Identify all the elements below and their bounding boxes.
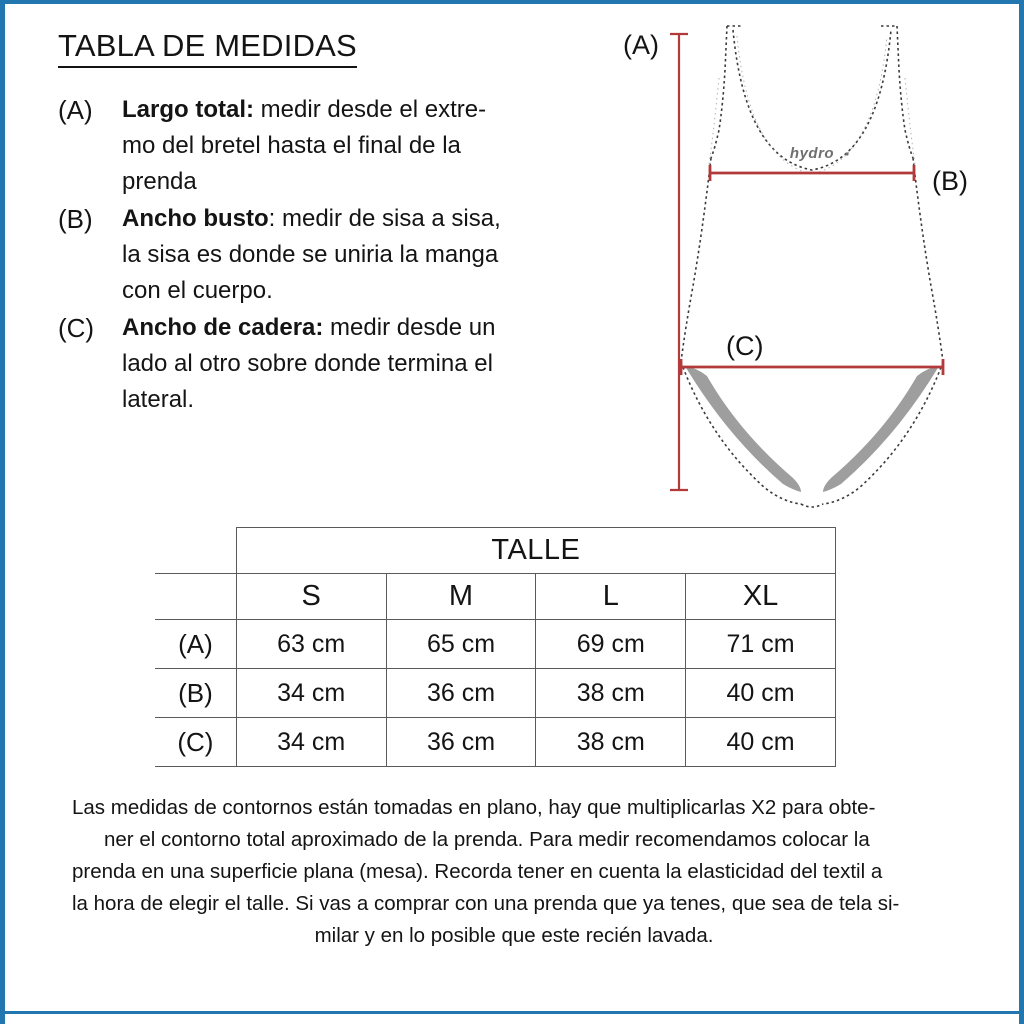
description-item-b bbox=[58, 201, 588, 309]
table-group-header-talle: TALLE bbox=[236, 528, 835, 574]
table-row-group-header bbox=[155, 528, 836, 574]
footer-note-line-5: milar y en lo posible que este recién lavada. bbox=[314, 924, 714, 947]
table-corner-cell bbox=[155, 528, 236, 574]
page-title: TABLA DE MEDIDAS bbox=[58, 30, 357, 68]
table-corner-cell-blank bbox=[155, 574, 236, 620]
description-line-c-2: lado al otro sobre donde termina el bbox=[122, 350, 493, 377]
description-rest-a: medir desde el extre- bbox=[254, 96, 487, 123]
footer-note-line-4: la hora de elegir el talle. Si vas a comprar con una prenda que ya tenes, que sea de tela si- bbox=[72, 892, 900, 915]
diagram-label-a: (A) bbox=[623, 30, 659, 60]
table-row-size-header bbox=[155, 574, 836, 620]
table-size-header-m: M bbox=[386, 574, 536, 620]
footer-note-line-2: ner el contorno total aproximado de la prenda. Para medir recomendamos colocar la bbox=[104, 828, 870, 851]
frame-border-top bbox=[0, 0, 1024, 4]
table-cell-c-l: 38 cm bbox=[536, 718, 686, 767]
table-row bbox=[155, 718, 836, 767]
description-text-c bbox=[122, 310, 588, 418]
description-rest-c: medir desde un bbox=[323, 314, 496, 341]
table-row-label-b: (B) bbox=[155, 669, 236, 718]
table-size-header-l: L bbox=[536, 574, 686, 620]
table-cell-b-m: 36 cm bbox=[386, 669, 536, 718]
table-cell-c-s: 34 cm bbox=[236, 718, 386, 767]
description-item-a bbox=[58, 92, 588, 200]
swimsuit-diagram bbox=[615, 18, 1015, 518]
footer-note-line-1: Las medidas de contornos están tomadas en plano, hay que multiplicarlas X2 para obte- bbox=[72, 796, 876, 819]
brand-logo-dot bbox=[845, 152, 848, 155]
table-cell-c-xl: 40 cm bbox=[686, 718, 836, 767]
table-row bbox=[155, 669, 836, 718]
swimsuit-illustration-svg bbox=[615, 18, 1015, 518]
brand-logo-text: hydro bbox=[789, 145, 835, 162]
table-row-label-c: (C) bbox=[155, 718, 236, 767]
measure-line-c bbox=[681, 359, 943, 375]
description-marker-c: (C) bbox=[58, 313, 95, 343]
table-cell-a-m: 65 cm bbox=[386, 620, 536, 669]
frame-border-left bbox=[0, 0, 5, 1024]
description-line-b-2: la sisa es donde se uniria la manga bbox=[122, 241, 499, 268]
table-cell-b-l: 38 cm bbox=[536, 669, 686, 718]
leg-opening-shading bbox=[685, 366, 939, 492]
measure-line-a bbox=[670, 34, 688, 490]
description-item-c bbox=[58, 310, 588, 418]
table-cell-a-s: 63 cm bbox=[236, 620, 386, 669]
table-size-header-s: S bbox=[236, 574, 386, 620]
table-cell-c-m: 36 cm bbox=[386, 718, 536, 767]
diagram-label-b: (B) bbox=[932, 166, 968, 196]
diagram-label-c: (C) bbox=[726, 331, 764, 361]
table-size-header-xl: XL bbox=[686, 574, 836, 620]
table-cell-b-xl: 40 cm bbox=[686, 669, 836, 718]
description-line-b-3: con el cuerpo. bbox=[122, 277, 273, 304]
table-cell-a-xl: 71 cm bbox=[686, 620, 836, 669]
table-cell-b-s: 34 cm bbox=[236, 669, 386, 718]
description-line-a-3: prenda bbox=[122, 168, 197, 195]
description-bold-c: Ancho de cadera: bbox=[122, 314, 324, 341]
measure-line-b bbox=[710, 165, 914, 181]
description-line-c-3: lateral. bbox=[122, 386, 195, 413]
footer-note-line-3: prenda en una superficie plana (mesa). Recorda tener en cuenta la elasticidad del textil a bbox=[72, 860, 883, 883]
frame-border-bottom bbox=[0, 1011, 1024, 1014]
footer-note bbox=[72, 792, 956, 952]
garment-outline bbox=[681, 26, 943, 507]
description-bold-a: Largo total: bbox=[122, 96, 254, 123]
description-text-a bbox=[122, 92, 588, 200]
measurement-description-list bbox=[58, 92, 588, 419]
table-row bbox=[155, 620, 836, 669]
frame-border-right bbox=[1019, 0, 1024, 1024]
table-cell-a-l: 69 cm bbox=[536, 620, 686, 669]
description-text-b bbox=[122, 201, 588, 309]
description-bold-b: Ancho busto bbox=[122, 205, 269, 232]
description-rest-b: : medir de sisa a sisa, bbox=[268, 205, 501, 232]
description-line-a-2: mo del bretel hasta el final de la bbox=[122, 132, 461, 159]
table-row-label-a: (A) bbox=[155, 620, 236, 669]
size-table bbox=[155, 527, 836, 767]
description-marker-a: (A) bbox=[58, 95, 93, 125]
description-marker-b: (B) bbox=[58, 204, 93, 234]
